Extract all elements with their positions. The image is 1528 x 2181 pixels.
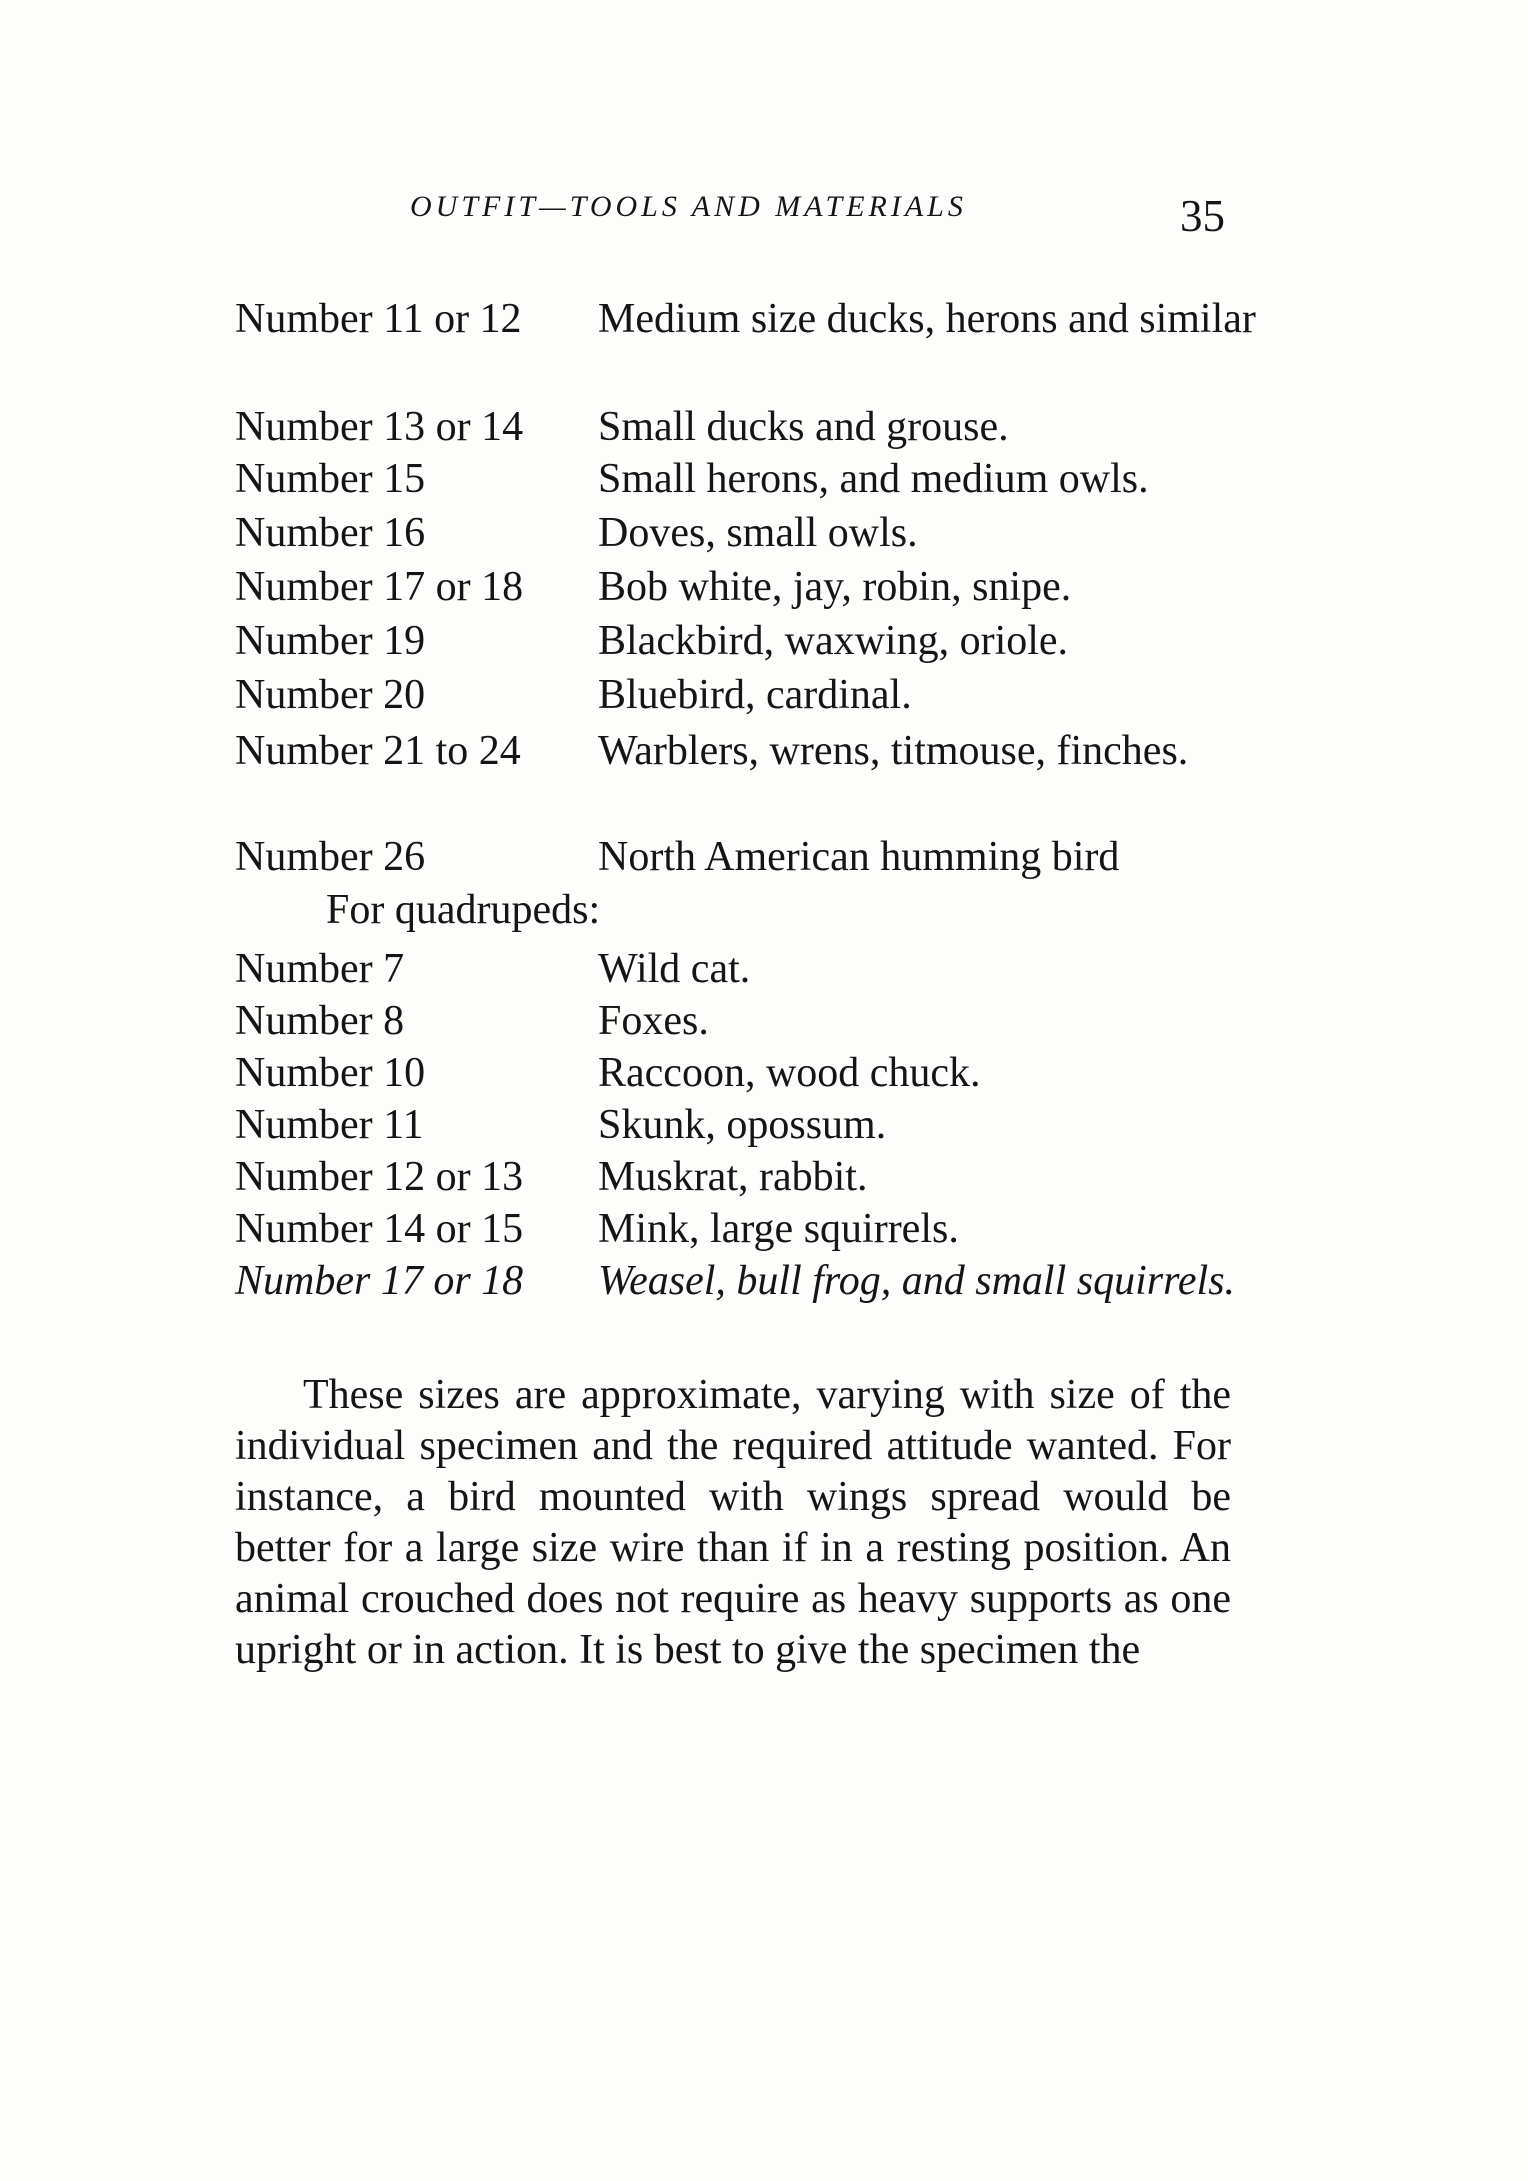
species-description: Skunk, opossum.	[598, 1102, 887, 1148]
species-description: Wild cat.	[598, 946, 751, 992]
paragraph-text: These sizes are approximate, varying with size of the individual specimen and the required attitude wanted. For instance, a bird mounted with wings spread would be better for a large size wire than if in a resting position. An animal crouched does not require as heavy supports as one upright or in action. It is best to give the specimen the	[235, 1372, 1231, 1673]
species-description: Doves, small owls.	[598, 510, 918, 556]
body-paragraph	[235, 1370, 1231, 1676]
wire-number: Number 14 or 15	[235, 1206, 524, 1252]
wire-number: Number 11	[235, 1102, 424, 1148]
wire-number: Number 21 to 24	[235, 728, 521, 774]
species-description: Bluebird, cardinal.	[598, 672, 912, 718]
species-description: Raccoon, wood chuck.	[598, 1050, 981, 1096]
species-description: Small ducks and grouse.	[598, 404, 1009, 450]
species-description: Blackbird, waxwing, oriole.	[598, 618, 1069, 664]
wire-number: Number 13 or 14	[235, 404, 524, 450]
wire-number: Number 15	[235, 456, 426, 502]
species-description: Warblers, wrens, titmouse, finches.	[598, 728, 1189, 774]
species-description: Mink, large squirrels.	[598, 1206, 959, 1252]
species-description: Bob white, jay, robin, snipe.	[598, 564, 1072, 610]
quadrupeds-heading: For quadrupeds:	[326, 887, 601, 933]
wire-number: Number 10	[235, 1050, 426, 1096]
wire-number: Number 19	[235, 618, 426, 664]
page-number: 35	[1180, 191, 1225, 241]
wire-number: Number 7	[235, 946, 405, 992]
species-description: Muskrat, rabbit.	[598, 1154, 868, 1200]
wire-number: Number 17 or 18	[235, 1258, 524, 1304]
wire-number: Number 26	[235, 834, 426, 880]
wire-number: Number 8	[235, 998, 405, 1044]
species-description: North American humming bird	[598, 834, 1120, 880]
species-description: Weasel, bull frog, and small squirrels.	[598, 1258, 1236, 1304]
species-description: Small herons, and medium owls.	[598, 456, 1149, 502]
wire-number: Number 20	[235, 672, 426, 718]
wire-number: Number 16	[235, 510, 426, 556]
species-description: Medium size ducks, herons and similar	[598, 296, 1256, 342]
species-description: Foxes.	[598, 998, 709, 1044]
wire-number: Number 17 or 18	[235, 564, 524, 610]
running-title: OUTFIT—TOOLS AND MATERIALS	[410, 190, 967, 223]
wire-number: Number 12 or 13	[235, 1154, 524, 1200]
wire-number: Number 11 or 12	[235, 296, 522, 342]
